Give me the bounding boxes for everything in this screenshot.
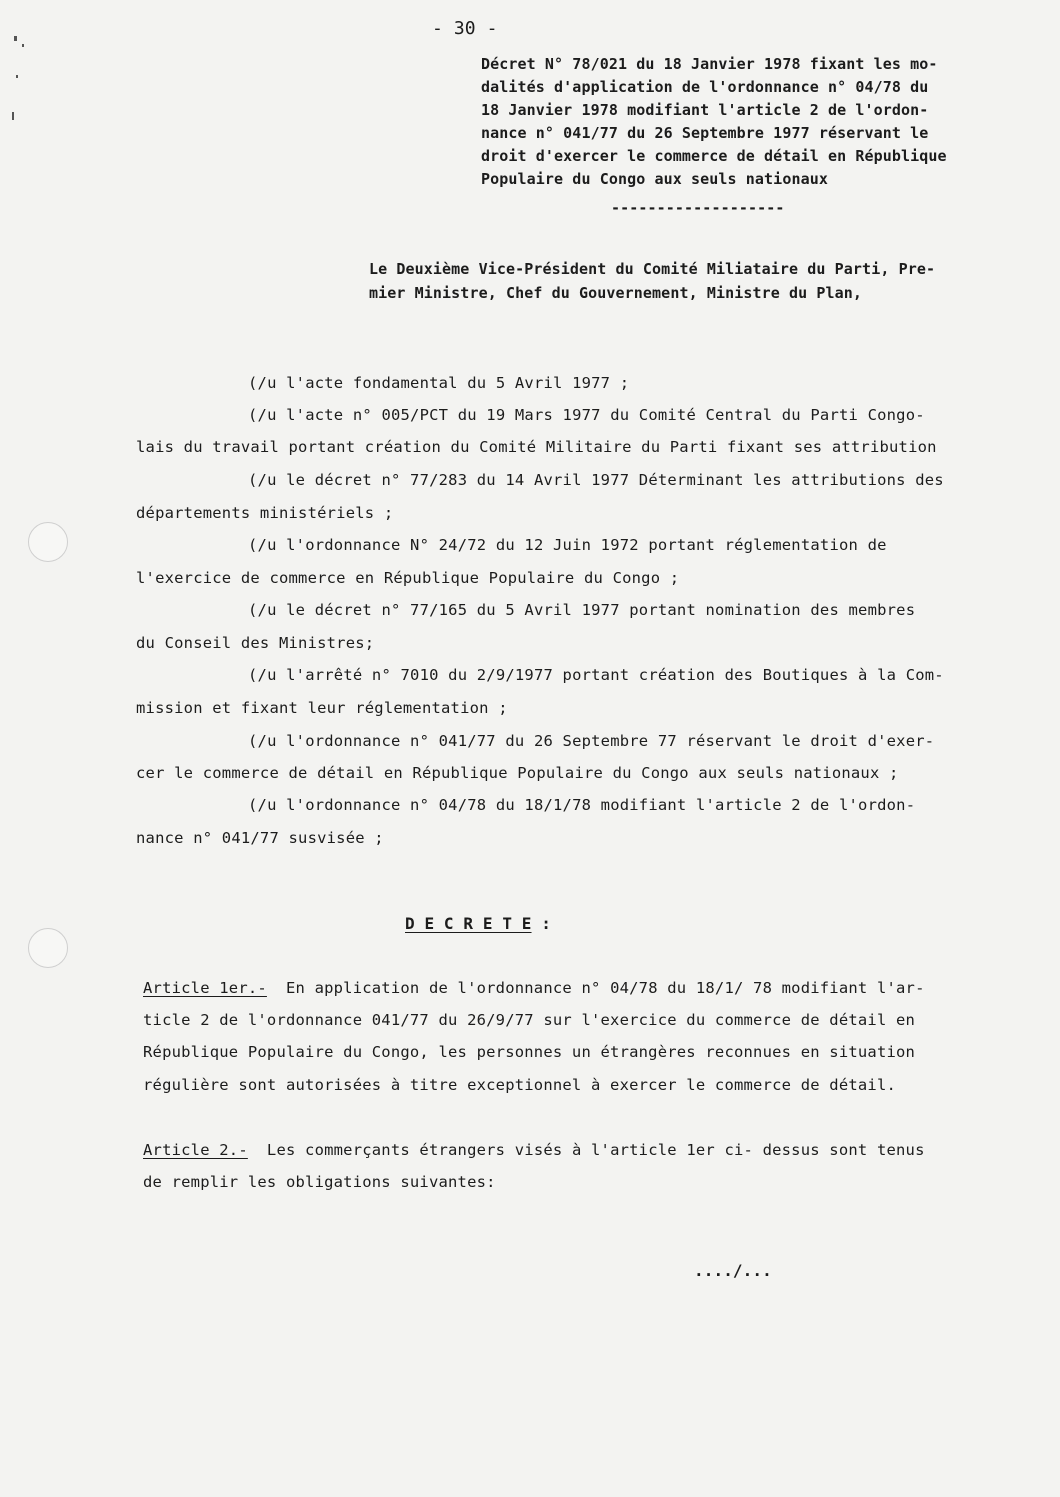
visa-line: nance n° 041/77 susvisée ; xyxy=(136,829,384,847)
visa-line: (/u l'ordonnance n° 04/78 du 18/1/78 modifiant l'article 2 de l'ordon- xyxy=(248,796,916,814)
title-line: Décret N° 78/021 du 18 Janvier 1978 fixant les mo- xyxy=(481,55,938,73)
article-2-text: Les commerçants étrangers visés à l'article 1er ci- dessus sont tenus xyxy=(247,1141,925,1159)
visa-line: (/u l'arrêté n° 7010 du 2/9/1977 portant création des Boutiques à la Com- xyxy=(248,666,944,684)
visa-line: (/u l'acte fondamental du 5 Avril 1977 ; xyxy=(248,374,630,392)
title-line: Populaire du Congo aux seuls nationaux xyxy=(481,170,828,188)
title-line: nance n° 041/77 du 26 Septembre 1977 réservant le xyxy=(481,124,929,142)
visa-line: mission et fixant leur réglementation ; xyxy=(136,699,508,717)
authority-line: Le Deuxième Vice-Président du Comité Miliataire du Parti, Pre- xyxy=(369,260,936,278)
visa-line: cer le commerce de détail en République Populaire du Congo aux seuls nationaux ; xyxy=(136,764,899,782)
visa-line: départements ministériels ; xyxy=(136,504,394,522)
article-1-line: régulière sont autorisées à titre exceptionnel à exercer le commerce de détail. xyxy=(143,1076,897,1094)
title-line: dalités d'application de l'ordonnance n° 04/78 du xyxy=(481,78,929,96)
article-1-label: Article 1er.- xyxy=(143,979,267,997)
scan-speck xyxy=(16,75,18,78)
authority-line: mier Ministre, Chef du Gouvernement, Ministre du Plan, xyxy=(369,284,863,302)
punch-hole xyxy=(28,928,68,968)
visa-line: (/u l'acte n° 005/PCT du 19 Mars 1977 du Comité Central du Parti Congo- xyxy=(248,406,925,424)
continuation-marker: ..../... xyxy=(694,1261,772,1280)
scan-speck xyxy=(14,36,17,41)
visa-line: du Conseil des Ministres; xyxy=(136,634,375,652)
visa-line: lais du travail portant création du Comité Militaire du Parti fixant ses attribution xyxy=(136,438,937,456)
visa-line: (/u l'ordonnance N° 24/72 du 12 Juin 1972 portant réglementation de xyxy=(248,536,887,554)
visa-line: (/u l'ordonnance n° 041/77 du 26 Septembre 77 réservant le droit d'exer- xyxy=(248,732,935,750)
page-number: - 30 - xyxy=(432,18,498,39)
article-1-line: République Populaire du Congo, les personnes un étrangères reconnues en situation xyxy=(143,1043,916,1061)
visa-line: (/u le décret n° 77/283 du 14 Avril 1977 Déterminant les attributions des xyxy=(248,471,944,489)
article-1-line: ticle 2 de l'ordonnance 041/77 du 26/9/77 sur l'exercice du commerce de détail en xyxy=(143,1011,916,1029)
decrete-heading xyxy=(405,915,551,933)
scan-speck xyxy=(12,112,14,120)
decrete-suffix: : xyxy=(531,914,551,933)
punch-hole xyxy=(28,522,68,562)
article-2-line: de remplir les obligations suivantes: xyxy=(143,1173,496,1191)
decrete-word: D E C R E T E xyxy=(405,914,532,933)
visa-line: l'exercice de commerce en République Populaire du Congo ; xyxy=(136,569,680,587)
visa-line: (/u le décret n° 77/165 du 5 Avril 1977 portant nomination des membres xyxy=(248,601,916,619)
scan-speck xyxy=(22,44,24,47)
article-1-text: En application de l'ordonnance n° 04/78 du 18/1/ 78 modifiant l'ar- xyxy=(266,979,925,997)
title-line: droit d'exercer le commerce de détail en République xyxy=(481,147,947,165)
article-2-label: Article 2.- xyxy=(143,1141,248,1159)
article-2-first-line xyxy=(143,1141,925,1159)
title-line: 18 Janvier 1978 modifiant l'article 2 de l'ordon- xyxy=(481,101,929,119)
article-1-first-line xyxy=(143,979,925,997)
title-rule: ------------------- xyxy=(611,199,785,217)
